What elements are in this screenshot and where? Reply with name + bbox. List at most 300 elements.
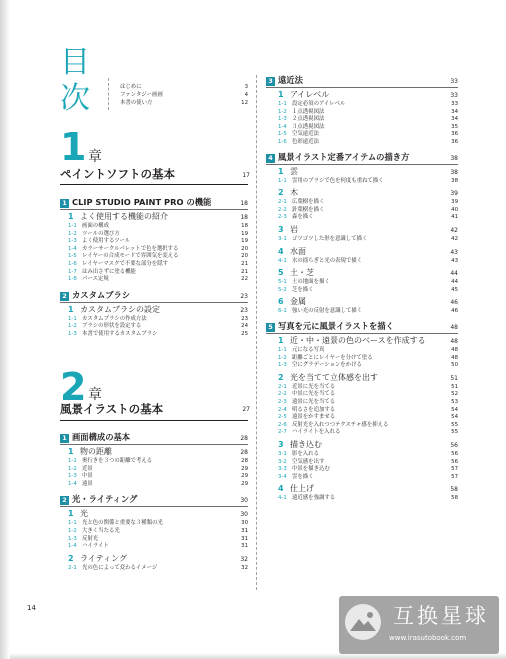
item-page: 36	[451, 139, 458, 145]
subsection-page: 51	[450, 374, 458, 382]
item-number: 1-4	[68, 480, 77, 487]
toc-item	[278, 101, 458, 108]
section-page: 38	[450, 154, 458, 162]
item-label: ハイライト	[82, 543, 109, 550]
item-number: 1-1	[68, 458, 77, 464]
subsection-title: ライティング	[80, 553, 127, 563]
section-title: 遠近法	[278, 75, 303, 85]
toc-item	[68, 276, 248, 283]
toc-item	[278, 391, 458, 398]
subsection-page: 28	[240, 449, 248, 456]
item-page: 56	[451, 458, 458, 465]
item-number: 1-2	[68, 528, 77, 534]
item-page: 23	[241, 315, 248, 322]
item-number: 1-6	[68, 261, 77, 267]
toc-title-char-2: 次	[60, 81, 90, 116]
item-label: 中景に光を当てる	[292, 391, 336, 398]
subsection-number: 1	[68, 304, 74, 314]
toc-item	[278, 399, 458, 406]
item-number: 1-5	[278, 131, 287, 138]
toc-item	[278, 214, 458, 221]
item-page: 29	[241, 465, 248, 472]
item-label: 土の地面を描く	[292, 279, 330, 286]
toc-item	[278, 459, 458, 466]
subsection-title: アイレベル	[290, 90, 330, 99]
subsection-heading	[278, 247, 458, 257]
item-label: 空気遠近法	[292, 131, 319, 138]
toc-item	[278, 347, 458, 354]
item-page: 39	[451, 199, 458, 206]
ch2_sec1-heading	[60, 432, 248, 443]
item-number: 1-3	[278, 116, 287, 123]
toc-title-divider	[108, 78, 109, 110]
chapter-2-page: 27	[242, 406, 250, 413]
item-page: 31	[241, 543, 248, 550]
ch2_sec2-heading	[60, 494, 248, 505]
item-page: 45	[451, 286, 458, 293]
section-rule	[60, 444, 248, 445]
item-label: 遠景	[82, 480, 93, 487]
intro-item	[120, 100, 248, 107]
toc-item	[278, 474, 458, 481]
item-label: ハイライトを入れる	[292, 429, 341, 436]
intro-item	[120, 92, 248, 99]
item-label: ゴツゴツした形を意識して描く	[292, 236, 368, 242]
item-label: 水の揺らぎと光の表現で描く	[292, 257, 363, 264]
toc-item	[68, 261, 248, 268]
section-number-box: 2	[60, 292, 69, 301]
section-number-box: 3	[266, 77, 275, 86]
subsection-page: 48	[450, 338, 458, 345]
item-label: 反射光	[82, 535, 99, 542]
item-page: 31	[241, 528, 248, 534]
item-label: 明るさを追加する	[292, 406, 336, 413]
subsection-page: 30	[240, 511, 248, 519]
intro-item-label: 本書の使い方	[120, 100, 153, 106]
item-number: 1-1	[68, 520, 77, 527]
item-number: 1-2	[278, 108, 287, 115]
toc-item	[68, 481, 248, 488]
item-number: 1-8	[68, 276, 77, 283]
item-number: 2-1	[68, 564, 77, 571]
subsection-title: 土・芝	[290, 268, 314, 278]
toc-item	[278, 422, 458, 429]
item-page: 28	[241, 458, 248, 464]
subsection-number: 1	[68, 212, 74, 221]
subsection-heading	[278, 225, 458, 235]
chapter-1-label: 章	[88, 149, 102, 165]
item-number: 1-1	[278, 177, 287, 184]
subsection-page: 46	[450, 299, 458, 307]
item-number: 1-1	[278, 347, 287, 353]
item-page: 29	[241, 480, 248, 487]
item-label: 奥行きを３つの距離で考える	[82, 458, 153, 464]
item-page: 56	[451, 451, 458, 457]
item-page: 20	[241, 245, 248, 252]
section-rule	[60, 506, 248, 507]
intro-item-page: 4	[244, 92, 248, 98]
item-label: 空気感を出す	[292, 458, 325, 465]
item-page: 33	[451, 101, 458, 107]
item-number: 3-2	[278, 458, 287, 465]
item-page: 51	[451, 383, 458, 390]
toc-item	[278, 384, 458, 391]
item-label: 本書で使用するカスタムブラシ	[82, 331, 158, 337]
section-number-box: 1	[60, 434, 69, 443]
toc-item	[68, 473, 248, 480]
toc-item	[278, 355, 458, 362]
section-page: 23	[240, 292, 248, 300]
section-number-box: 5	[266, 323, 275, 332]
item-page: 50	[451, 362, 458, 369]
subsection-page: 18	[240, 214, 248, 221]
subsection-heading	[278, 90, 458, 100]
item-label: 距離ごとにレイヤーを分けて塗る	[292, 354, 373, 361]
section-rule	[60, 209, 248, 210]
item-page: 57	[451, 473, 458, 480]
intro-item-label: はじめに	[120, 84, 142, 90]
toc-item	[278, 109, 458, 116]
item-number: 1-6	[278, 139, 287, 145]
subsection-page: 56	[450, 442, 458, 449]
subsection-heading	[278, 440, 458, 450]
item-label: 光と色の関係と重要な３種類の光	[82, 520, 163, 527]
subsection-page: 44	[450, 270, 458, 278]
intro-item-page: 3	[244, 84, 248, 90]
item-label: ツールの選び方	[82, 230, 120, 237]
item-page: 35	[451, 123, 458, 130]
item-page: 40	[451, 206, 458, 213]
subsection-number: 1	[278, 90, 284, 99]
item-number: 6-1	[278, 308, 287, 315]
subsection-heading	[278, 297, 458, 307]
subsection-heading	[278, 167, 458, 177]
item-number: 2-7	[278, 429, 287, 436]
toc-item	[68, 323, 248, 330]
item-page: 21	[241, 268, 248, 275]
section-number-box: 4	[266, 154, 275, 163]
item-label: 遠近感を強調する	[292, 495, 336, 502]
item-label: よく使用するツール	[82, 238, 131, 245]
toc-item	[278, 287, 458, 294]
subsection-number: 4	[278, 484, 284, 494]
chapter-2-label: 章	[88, 387, 102, 403]
subsection-page: 58	[450, 486, 458, 494]
toc-item	[68, 528, 248, 535]
toc-item	[68, 246, 248, 253]
item-number: 2-5	[278, 414, 287, 421]
item-number: 3-1	[278, 236, 287, 242]
toc-item	[278, 451, 458, 458]
section-page: 28	[240, 435, 248, 442]
subsection-title: よく使用する機能の紹介	[80, 212, 168, 221]
item-label: 針葉樹を描く	[292, 206, 325, 213]
item-label: 中景を描き込む	[292, 466, 330, 473]
toc-item	[278, 124, 458, 131]
subsection-page: 38	[450, 168, 458, 176]
toc-item	[68, 231, 248, 238]
section-title: CLIP STUDIO PAINT PRO の機能	[72, 197, 212, 207]
item-page: 54	[451, 406, 458, 413]
chapter-1-number: 1	[60, 125, 87, 169]
item-page: 48	[451, 354, 458, 361]
chapter-1-page: 17	[242, 172, 250, 179]
subsection-title: 水面	[290, 246, 306, 256]
item-label: 空にグラデーションをかける	[292, 362, 362, 369]
item-number: 3-1	[278, 451, 287, 457]
item-label: 遠景をかすませる	[292, 414, 336, 421]
item-number: 2-1	[278, 199, 287, 206]
toc-title-char-1: 目	[60, 45, 90, 80]
item-page: 52	[451, 391, 458, 398]
item-page: 36	[451, 131, 458, 138]
item-number: 1-2	[68, 465, 77, 472]
item-number: 1-3	[68, 473, 77, 480]
section-title: 風景イラスト定番アイテムの描き方	[278, 151, 410, 162]
item-label: カラーサークルパレットで色を選択する	[82, 245, 179, 252]
item-number: 1-5	[68, 253, 77, 260]
subsection-title: 光	[80, 509, 88, 519]
subsection-number: 1	[68, 509, 74, 519]
item-number: 1-3	[278, 362, 287, 369]
intro-item-page: 12	[241, 100, 248, 106]
item-number: 1-1	[68, 223, 77, 229]
item-label: 遠景に光を当てる	[292, 399, 336, 405]
item-number: 5-1	[278, 279, 287, 286]
item-page: 42	[451, 236, 458, 242]
item-page: 48	[451, 347, 458, 353]
item-label: 中景	[82, 473, 93, 480]
item-label: 広葉樹を描く	[292, 199, 325, 206]
subsection-page: 39	[450, 190, 458, 198]
section-title: 光・ライティング	[72, 494, 138, 505]
item-number: 1-2	[68, 323, 77, 330]
subsection-heading	[68, 305, 248, 315]
ch2_sec4-heading	[266, 152, 458, 163]
subsection-page: 42	[450, 227, 458, 234]
page-number: 14	[27, 604, 36, 612]
subsection-heading	[278, 484, 458, 494]
item-number: 1-7	[68, 268, 77, 275]
subsection-heading	[68, 509, 248, 519]
subsection-title: 仕上げ	[290, 484, 314, 494]
item-page: 20	[241, 253, 248, 260]
section-title: 画面構成の基本	[72, 432, 131, 442]
item-page: 34	[451, 116, 458, 123]
chapter-1-title: ペイントソフトの基本	[60, 167, 175, 181]
toc-item	[278, 178, 458, 185]
toc-item	[278, 308, 458, 315]
item-page: 21	[241, 261, 248, 267]
item-number: 2-2	[278, 391, 287, 398]
item-label: 色彩遠近法	[292, 139, 319, 145]
item-page: 38	[451, 177, 458, 184]
toc-item	[68, 543, 248, 550]
item-label: ブラシの形状を設定する	[82, 323, 142, 330]
item-label: 光の色によって変わるイメージ	[82, 564, 158, 571]
item-label: １点透視図法	[292, 108, 325, 115]
toc-item	[278, 279, 458, 286]
item-page: 30	[241, 520, 248, 527]
item-number: 1-3	[68, 535, 77, 542]
toc-item	[68, 466, 248, 473]
subsection-title: 岩	[290, 225, 298, 234]
subsection-page: 32	[240, 555, 248, 563]
item-page: 24	[241, 323, 248, 330]
item-label: ３点透視図法	[292, 123, 325, 130]
item-label: レイヤーの合成モードで雰囲気を変える	[82, 253, 179, 260]
item-label: 近景に光を当てる	[292, 383, 336, 390]
toc-item	[278, 258, 458, 265]
toc-item	[68, 269, 248, 276]
subsection-title: 木	[290, 188, 298, 198]
item-label: 画面の構成	[82, 223, 109, 229]
item-number: 2-1	[278, 383, 287, 390]
toc-item	[68, 316, 248, 323]
subsection-title: 金属	[290, 297, 306, 307]
chapter-2-number: 2	[60, 365, 87, 409]
subsection-page: 33	[450, 92, 458, 99]
section-rule	[266, 164, 458, 165]
ch1_sec1-heading	[60, 197, 248, 208]
item-page: 55	[451, 421, 458, 428]
intro-item	[120, 84, 248, 91]
toc-item	[68, 536, 248, 543]
item-number: 5-2	[278, 286, 287, 293]
ch1_sec2-heading	[60, 290, 248, 301]
item-label: レイヤーマスクで不要な部分を隠す	[82, 261, 168, 267]
section-page: 18	[240, 200, 248, 207]
subsection-heading	[68, 447, 248, 457]
subsection-number: 2	[278, 188, 284, 198]
item-page: 55	[451, 429, 458, 436]
toc-item	[278, 199, 458, 206]
item-page: 19	[241, 230, 248, 237]
item-page: 57	[451, 466, 458, 473]
item-number: 1-3	[68, 331, 77, 337]
item-page: 44	[451, 279, 458, 286]
item-page: 18	[241, 223, 248, 229]
subsection-number: 2	[68, 553, 74, 563]
section-page: 48	[450, 324, 458, 331]
item-page: 53	[451, 399, 458, 405]
item-label: 反射光を入れつつテクスチャ感を抑える	[292, 421, 389, 428]
section-number-box: 2	[60, 496, 69, 505]
section-title: カスタムブラシ	[72, 289, 131, 300]
section-title: 写真を元に風景イラストを描く	[278, 321, 394, 331]
item-number: 1-1	[278, 101, 287, 107]
item-number: 2-6	[278, 421, 287, 428]
item-page: 34	[451, 108, 458, 115]
chapter-2-rule	[60, 420, 248, 421]
item-page: 25	[241, 331, 248, 337]
subsection-heading	[68, 212, 248, 222]
toc-item	[278, 466, 458, 473]
toc-item	[278, 362, 458, 369]
item-page: 46	[451, 308, 458, 315]
section-page: 30	[240, 497, 248, 505]
item-page: 58	[451, 495, 458, 502]
item-number: 3-4	[278, 473, 287, 480]
toc-item	[68, 520, 248, 527]
mountain-logo-icon	[345, 604, 381, 640]
item-page: 31	[241, 535, 248, 542]
toc-item	[278, 495, 458, 502]
toc-item	[68, 223, 248, 230]
subsection-title: カスタムブラシの設定	[80, 304, 160, 314]
toc-item	[278, 131, 458, 138]
item-label: 元になる写真	[292, 347, 325, 353]
item-page: 19	[241, 238, 248, 245]
toc-item	[278, 407, 458, 414]
subsection-heading	[278, 268, 458, 278]
item-label: 近景	[82, 465, 93, 472]
item-label: 雲を描く	[292, 473, 314, 480]
toc-item	[278, 414, 458, 421]
item-number: 4-1	[278, 257, 287, 264]
section-rule	[60, 302, 248, 303]
item-number: 3-3	[278, 466, 287, 473]
page-gutter-shadow	[0, 0, 10, 659]
item-number: 1-4	[68, 543, 77, 550]
subsection-heading	[68, 554, 248, 564]
item-label: 大きく当たる光	[82, 528, 120, 534]
item-label: 森を描く	[292, 214, 314, 221]
item-number: 1-4	[278, 123, 287, 130]
subsection-title: 光を当てて立体感を出す	[290, 372, 378, 382]
item-label: カスタムブラシの作成方法	[82, 315, 147, 322]
item-label: はみ出さずに塗る機能	[82, 268, 136, 275]
subsection-number: 5	[278, 268, 284, 278]
section-rule	[266, 333, 458, 334]
toc-item	[278, 236, 458, 243]
item-number: 1-2	[68, 230, 77, 237]
watermark-url: www.irasutobook.com	[389, 634, 467, 642]
subsection-heading	[278, 373, 458, 383]
toc-item	[278, 139, 458, 146]
item-number: 4-1	[278, 495, 287, 502]
toc-item	[68, 458, 248, 465]
item-label: 設定必須のアイレベル	[292, 101, 346, 107]
section-page: 33	[450, 78, 458, 85]
item-number: 1-3	[68, 238, 77, 245]
item-number: 1-4	[68, 245, 77, 252]
subsection-page: 23	[240, 306, 248, 314]
subsection-title: 描き込む	[290, 440, 322, 449]
toc-item	[278, 429, 458, 436]
subsection-page: 43	[450, 248, 458, 256]
toc-item	[278, 116, 458, 123]
toc-item	[68, 331, 248, 338]
subsection-number: 1	[278, 336, 284, 345]
subsection-number: 3	[278, 440, 284, 449]
subsection-title: 近・中・遠景の色のベースを作成する	[290, 336, 426, 345]
subsection-number: 4	[278, 246, 284, 256]
item-label: ２点透視図法	[292, 116, 325, 123]
item-page: 41	[451, 214, 458, 221]
item-number: 2-3	[278, 214, 287, 221]
subsection-heading	[278, 336, 458, 346]
section-rule	[266, 87, 458, 88]
item-number: 2-3	[278, 399, 287, 405]
toc-item	[68, 253, 248, 260]
item-label: パース定規	[82, 276, 109, 283]
item-number: 1-1	[68, 315, 77, 322]
toc-item	[278, 207, 458, 214]
item-label: 芝を描く	[292, 286, 314, 293]
item-page: 54	[451, 414, 458, 421]
chapter-1-rule	[60, 184, 248, 185]
